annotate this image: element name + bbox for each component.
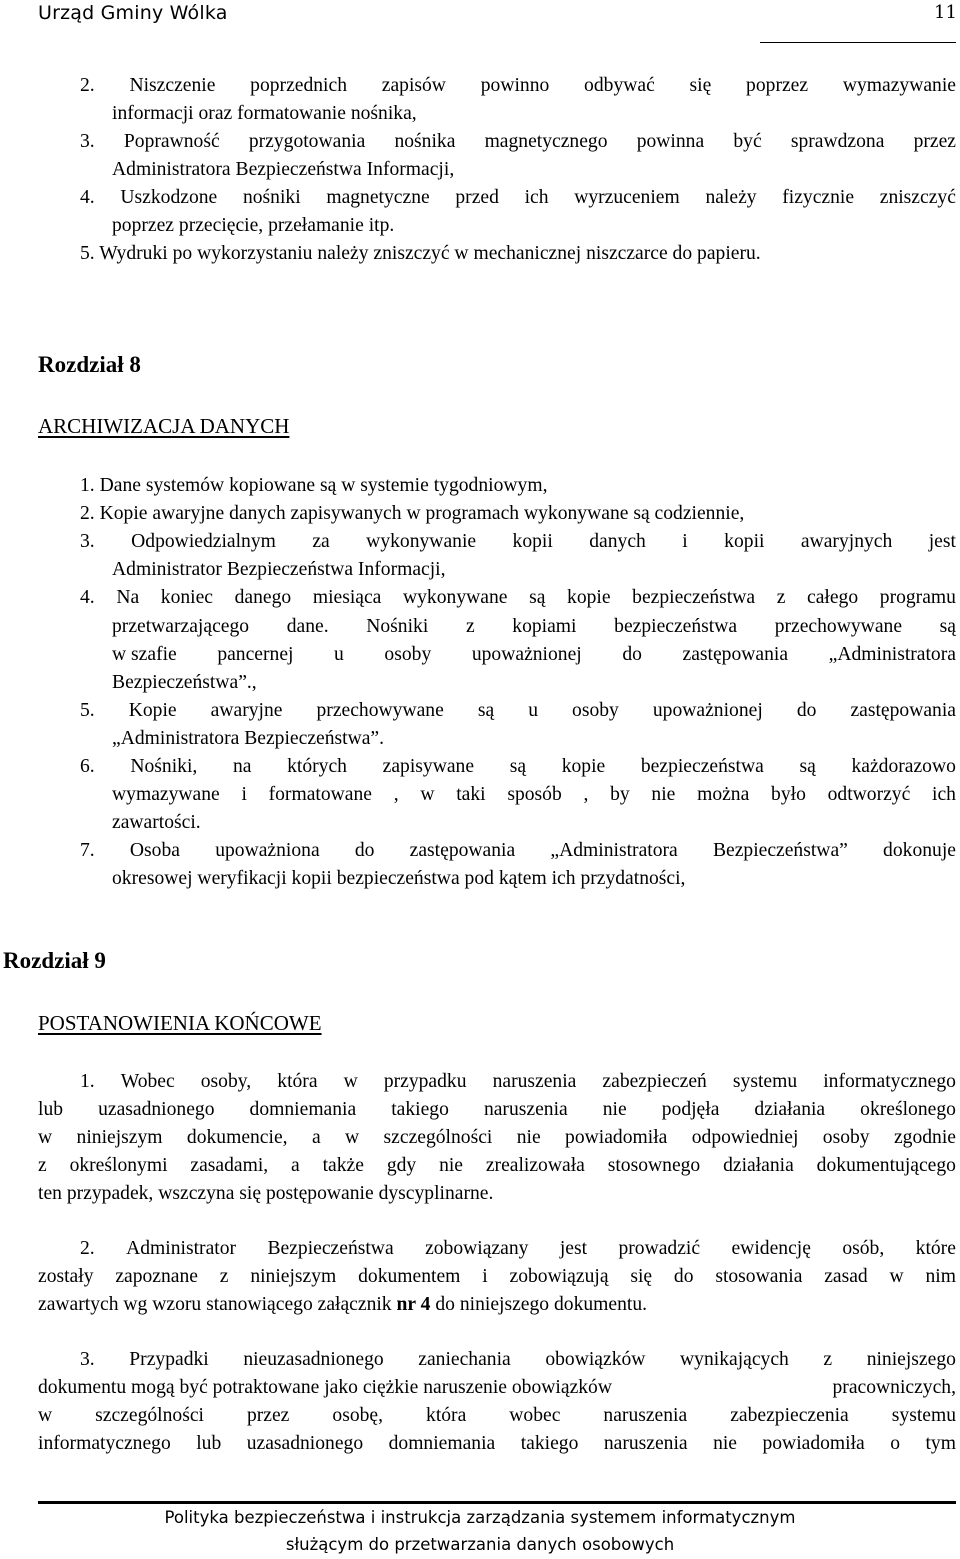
word: koniec xyxy=(160,587,214,609)
word: zawartości. xyxy=(112,812,201,834)
word: zrealizowała xyxy=(485,1155,585,1176)
word: kopie xyxy=(567,587,611,609)
word: nośnika xyxy=(394,131,456,152)
word: całego xyxy=(807,587,859,609)
word: dokumentu mogą być potraktowane jako ciężkie naruszenie obowiązków xyxy=(38,1377,613,1398)
word: zastępowania xyxy=(409,840,516,862)
word: Bezpieczeństwa”., xyxy=(112,671,257,693)
word: niniejszym xyxy=(250,1266,337,1287)
chapter-8-subheading: ARCHIWIZACJA DANYCH xyxy=(38,414,290,438)
list-a-line xyxy=(80,240,761,268)
word: dane. xyxy=(286,615,329,637)
word: Odpowiedzialnym xyxy=(131,531,276,553)
word: Wobec xyxy=(120,1071,175,1092)
word: Nośniki xyxy=(366,615,429,637)
word: nie xyxy=(602,1099,627,1120)
word: działania xyxy=(754,1099,826,1120)
word: która xyxy=(426,1405,467,1426)
word: do xyxy=(622,643,642,665)
word: Osoba xyxy=(129,840,180,862)
word: u xyxy=(528,699,538,721)
word: przechowywane xyxy=(774,615,903,637)
word: upoważniona xyxy=(215,840,320,862)
word: uzasadnionego xyxy=(246,1433,364,1454)
word: 3. xyxy=(80,1349,95,1370)
word: miesiąca xyxy=(312,587,382,609)
list-b-line xyxy=(112,865,685,893)
page-number: 11 xyxy=(934,2,957,23)
word: których xyxy=(287,756,347,777)
word: a xyxy=(291,1155,300,1176)
word: Bezpieczeństwa xyxy=(267,1238,394,1259)
word: „Administratora xyxy=(828,643,956,665)
chapter-8-heading: Rozdział 8 xyxy=(38,352,141,377)
word: działania xyxy=(723,1155,794,1176)
word: upoważnionej xyxy=(652,699,763,721)
para3-line xyxy=(38,1374,956,1402)
footer-line-2: służącym do przetwarzania danych osobowych xyxy=(285,1535,675,1554)
word: wobec xyxy=(509,1405,561,1426)
word: do xyxy=(673,1266,694,1287)
list-b-line xyxy=(80,472,547,500)
word: dokumentującego xyxy=(816,1155,956,1176)
list-a-line xyxy=(112,212,394,240)
word: bezpieczeństwa xyxy=(640,756,764,777)
word: 1. xyxy=(80,1071,95,1092)
word: nim xyxy=(925,1266,956,1287)
word: sprawdzona xyxy=(790,131,885,152)
word: w xyxy=(343,1071,358,1092)
word: obowiązków xyxy=(545,1349,646,1370)
word: 2. xyxy=(80,1238,95,1259)
list-b-line xyxy=(80,837,956,865)
word: 3. xyxy=(80,531,95,553)
word: i xyxy=(682,531,688,553)
word: 6. xyxy=(80,756,95,777)
word: określonego xyxy=(860,1099,956,1120)
word: można xyxy=(697,784,750,806)
word: odpowiedniej xyxy=(691,1127,799,1148)
word: są xyxy=(799,756,816,777)
word: podjęła xyxy=(661,1099,720,1120)
word: taki xyxy=(456,784,486,806)
word: przechowywane xyxy=(316,699,444,721)
list-b-line xyxy=(112,725,384,753)
word: 5. xyxy=(80,699,95,721)
word: lub xyxy=(196,1433,222,1454)
word: informatycznego xyxy=(38,1433,171,1454)
para2-line xyxy=(38,1291,647,1319)
word: , xyxy=(393,784,399,806)
word: zaniechania xyxy=(418,1349,511,1370)
word: takiego xyxy=(520,1433,579,1454)
word: wynikających xyxy=(680,1349,789,1370)
word: naruszenia xyxy=(603,1433,688,1454)
word: należy xyxy=(705,187,757,208)
word: niniejszego xyxy=(866,1349,956,1370)
list-a-line xyxy=(112,156,454,184)
word: 1. Dane systemów kopiowane są w systemie tygodniowym, xyxy=(80,475,548,496)
word: zastępowania xyxy=(682,643,789,665)
word: u xyxy=(334,643,344,665)
word: osoby xyxy=(384,643,432,665)
word: zobowiązany xyxy=(425,1238,529,1259)
word: osoby xyxy=(572,699,619,721)
word: z xyxy=(38,1155,47,1176)
word: które xyxy=(915,1238,956,1259)
word: osoby xyxy=(822,1127,870,1148)
word: awaryjne xyxy=(210,699,283,721)
word: nie xyxy=(516,1127,541,1148)
word: przypadku xyxy=(383,1071,467,1092)
text-run: do niniejszego dokumentu. xyxy=(430,1294,648,1315)
word: by xyxy=(610,784,630,806)
para1-line xyxy=(38,1124,956,1152)
word: się xyxy=(630,1266,653,1287)
word: danego xyxy=(234,587,292,609)
word: bezpieczeństwa xyxy=(632,587,756,609)
word: „Administratora Bezpieczeństwa”. xyxy=(112,727,385,749)
word: ich xyxy=(932,784,956,806)
word: ten przypadek, wszczyna się postępowanie dyscyplinarne. xyxy=(38,1183,494,1204)
footer-line-1: Polityka bezpieczeństwa i instrukcja zarządzania systemem informatycznym xyxy=(164,1508,796,1527)
list-b-line xyxy=(112,641,956,669)
word: 2. xyxy=(80,75,95,96)
para1-line xyxy=(38,1152,956,1180)
word: i xyxy=(482,1266,488,1287)
word: przez xyxy=(246,1405,290,1426)
list-a-line xyxy=(80,184,956,212)
word: osoby, xyxy=(200,1071,252,1092)
word: informatycznego xyxy=(823,1071,956,1092)
word: poprzez xyxy=(746,75,809,96)
word: magnetycznego xyxy=(484,131,608,152)
word: powiadomiła xyxy=(565,1127,668,1148)
list-b-line xyxy=(80,753,956,781)
word: systemu xyxy=(732,1071,798,1092)
word: o xyxy=(890,1433,901,1454)
word: awaryjnych xyxy=(800,531,893,553)
word: Administratora Bezpieczeństwa Informacji, xyxy=(112,159,455,180)
word: w xyxy=(38,1405,53,1426)
word: kopii xyxy=(724,531,765,553)
word: w xyxy=(889,1266,904,1287)
word: się xyxy=(689,75,712,96)
word: naruszenia xyxy=(483,1099,568,1120)
word: domniemania xyxy=(249,1099,357,1120)
word: przez xyxy=(913,131,956,152)
word: uzasadnionego xyxy=(98,1099,215,1120)
word: w xyxy=(420,784,435,806)
word: są xyxy=(529,587,546,609)
word: Kopie xyxy=(128,699,177,721)
word: są xyxy=(477,699,495,721)
word: fizycznie xyxy=(782,187,855,208)
word: dokumentem xyxy=(358,1266,461,1287)
word: 2. Kopie awaryjne danych zapisywanych w programach wykonywane są codziennie, xyxy=(80,503,745,525)
list-b-line xyxy=(80,697,956,725)
word: zobowiązują xyxy=(509,1266,609,1287)
word: dokonuje xyxy=(883,840,956,862)
word: Przypadki xyxy=(129,1349,209,1370)
word: odbywać xyxy=(584,75,655,96)
word: wykonywane xyxy=(402,587,508,609)
word: niniejszym xyxy=(76,1127,163,1148)
list-b-line xyxy=(112,556,446,584)
word: Na xyxy=(116,587,140,609)
word: kopie xyxy=(561,756,606,777)
word: programu xyxy=(879,587,956,609)
word: tym xyxy=(925,1433,956,1454)
word: nie xyxy=(651,784,676,806)
word: która xyxy=(277,1071,318,1092)
word: było xyxy=(771,784,806,806)
word: naruszenia xyxy=(603,1405,688,1426)
word: a xyxy=(311,1127,321,1148)
word: magnetyczne xyxy=(326,187,430,208)
word: z xyxy=(823,1349,833,1370)
word: bezpieczeństwa xyxy=(614,615,738,637)
word: dokumencie, xyxy=(186,1127,288,1148)
word: zniszczyć xyxy=(879,187,956,208)
word: zapisów xyxy=(381,75,446,96)
word: danych xyxy=(589,531,646,553)
para1-line xyxy=(80,1068,956,1096)
word: zastępowania xyxy=(850,699,956,721)
para1-line xyxy=(38,1180,493,1208)
word: nośniki xyxy=(242,187,301,208)
list-b-line xyxy=(80,500,744,528)
word: do xyxy=(796,699,817,721)
word: zostały xyxy=(38,1266,94,1287)
word: jest xyxy=(928,531,956,553)
word: 3. xyxy=(80,131,95,152)
list-a-line xyxy=(80,72,956,100)
list-b-line xyxy=(80,584,956,612)
word: w szafie xyxy=(112,643,177,665)
word: w xyxy=(345,1127,360,1148)
word: nieuzasadnionego xyxy=(243,1349,384,1370)
list-b-line xyxy=(112,613,956,641)
footer-rule xyxy=(38,1501,956,1504)
word: z xyxy=(219,1266,229,1287)
annex-number: nr 4 xyxy=(396,1294,431,1315)
word: domniemania xyxy=(388,1433,496,1454)
word: Administrator Bezpieczeństwa Informacji, xyxy=(112,559,446,581)
word: lub xyxy=(38,1099,64,1120)
word: formatowane xyxy=(268,784,372,806)
word: z xyxy=(465,615,475,637)
word: poprzez przecięcie, przełamanie itp. xyxy=(112,215,395,236)
word: Poprawność xyxy=(123,131,220,152)
word: 5. Wydruki po wykorzystaniu należy zniszczyć w mechanicznej niszczarce do papieru. xyxy=(80,243,761,264)
word: stosownego xyxy=(607,1155,701,1176)
word: są xyxy=(509,756,527,777)
header-title: Urząd Gminy Wólka xyxy=(38,2,228,24)
word: okresowej weryfikacji kopii bezpieczeństwa pod kątem ich przydatności, xyxy=(112,868,686,890)
word: Niszczenie xyxy=(129,75,216,96)
word: przetwarzającego xyxy=(112,615,250,637)
word: na xyxy=(232,756,252,777)
list-a-line xyxy=(80,128,956,156)
word: ich xyxy=(524,187,549,208)
word: powinno xyxy=(480,75,550,96)
word: gdy xyxy=(386,1155,417,1176)
word: zapisywane xyxy=(382,756,475,777)
word: naruszenia xyxy=(492,1071,577,1092)
word: z xyxy=(776,587,786,609)
list-b-line xyxy=(112,781,956,809)
word: 4. xyxy=(80,587,95,609)
para3-line xyxy=(38,1430,956,1458)
word: sposób xyxy=(507,784,562,806)
word: ewidencję xyxy=(731,1238,811,1259)
word: „Administratora xyxy=(550,840,678,862)
word: wymazywanie xyxy=(842,75,956,96)
word: być xyxy=(733,131,762,152)
word: informacji oraz formatowanie nośnika, xyxy=(112,103,417,124)
para2-line xyxy=(38,1263,956,1291)
list-a-line xyxy=(112,100,417,128)
word: Uszkodzone xyxy=(120,187,218,208)
word: kopii xyxy=(512,531,553,553)
word: pancernej xyxy=(217,643,294,665)
word: zabezpieczenia xyxy=(730,1405,849,1426)
word: przygotowania xyxy=(248,131,366,152)
word: osób, xyxy=(842,1238,885,1259)
word: systemu xyxy=(891,1405,956,1426)
word: osobę, xyxy=(332,1405,384,1426)
para1-line xyxy=(38,1096,956,1124)
word: powinna xyxy=(636,131,705,152)
word: za xyxy=(312,531,330,553)
word: są xyxy=(939,615,956,637)
word: prowadzić xyxy=(618,1238,701,1259)
word: przed xyxy=(455,187,499,208)
chapter-9-heading: Rozdział 9 xyxy=(3,948,106,973)
chapter-9-subheading: POSTANOWIENIA KOŃCOWE xyxy=(38,1011,322,1035)
word: Nośniki, xyxy=(130,756,198,777)
word: także xyxy=(322,1155,364,1176)
word: poprzednich xyxy=(250,75,347,96)
word: upoważnionej xyxy=(471,643,582,665)
list-b-line xyxy=(112,809,201,837)
word: 4. xyxy=(80,187,95,208)
list-b-line xyxy=(112,669,257,697)
word: szczególności xyxy=(383,1127,493,1148)
word: zgodnie xyxy=(893,1127,956,1148)
list-b-line xyxy=(80,528,956,556)
word: pracowniczych, xyxy=(832,1377,956,1398)
word: określonymi xyxy=(69,1155,168,1176)
word: Bezpieczeństwa” xyxy=(712,840,848,862)
word: i xyxy=(241,784,247,806)
word: powiadomiła xyxy=(762,1433,865,1454)
para3-line xyxy=(80,1346,956,1374)
word: szczególności xyxy=(95,1405,204,1426)
word: wymazywane xyxy=(112,784,220,806)
word: wyrzuceniem xyxy=(574,187,680,208)
word: zabezpieczeń xyxy=(602,1071,707,1092)
word: , xyxy=(583,784,589,806)
word: Administrator xyxy=(126,1238,237,1259)
word: zapoznane xyxy=(115,1266,198,1287)
word: jest xyxy=(559,1238,588,1259)
para3-line xyxy=(38,1402,956,1430)
word: stosowania xyxy=(715,1266,803,1287)
word: zasadami, xyxy=(190,1155,269,1176)
word: odtworzyć xyxy=(827,784,911,806)
para2-line xyxy=(80,1235,956,1263)
word: do xyxy=(354,840,375,862)
word: w xyxy=(38,1127,53,1148)
word: nie xyxy=(713,1433,737,1454)
word: 7. xyxy=(80,840,95,862)
word: wykonywanie xyxy=(366,531,477,553)
word: zasad xyxy=(824,1266,868,1287)
word: nie xyxy=(439,1155,463,1176)
word: kopiami xyxy=(512,615,577,637)
text-run: zawartych wg wzoru stanowiącego załącznik xyxy=(38,1294,397,1315)
word: każdorazowo xyxy=(851,756,956,777)
word: takiego xyxy=(391,1099,449,1120)
